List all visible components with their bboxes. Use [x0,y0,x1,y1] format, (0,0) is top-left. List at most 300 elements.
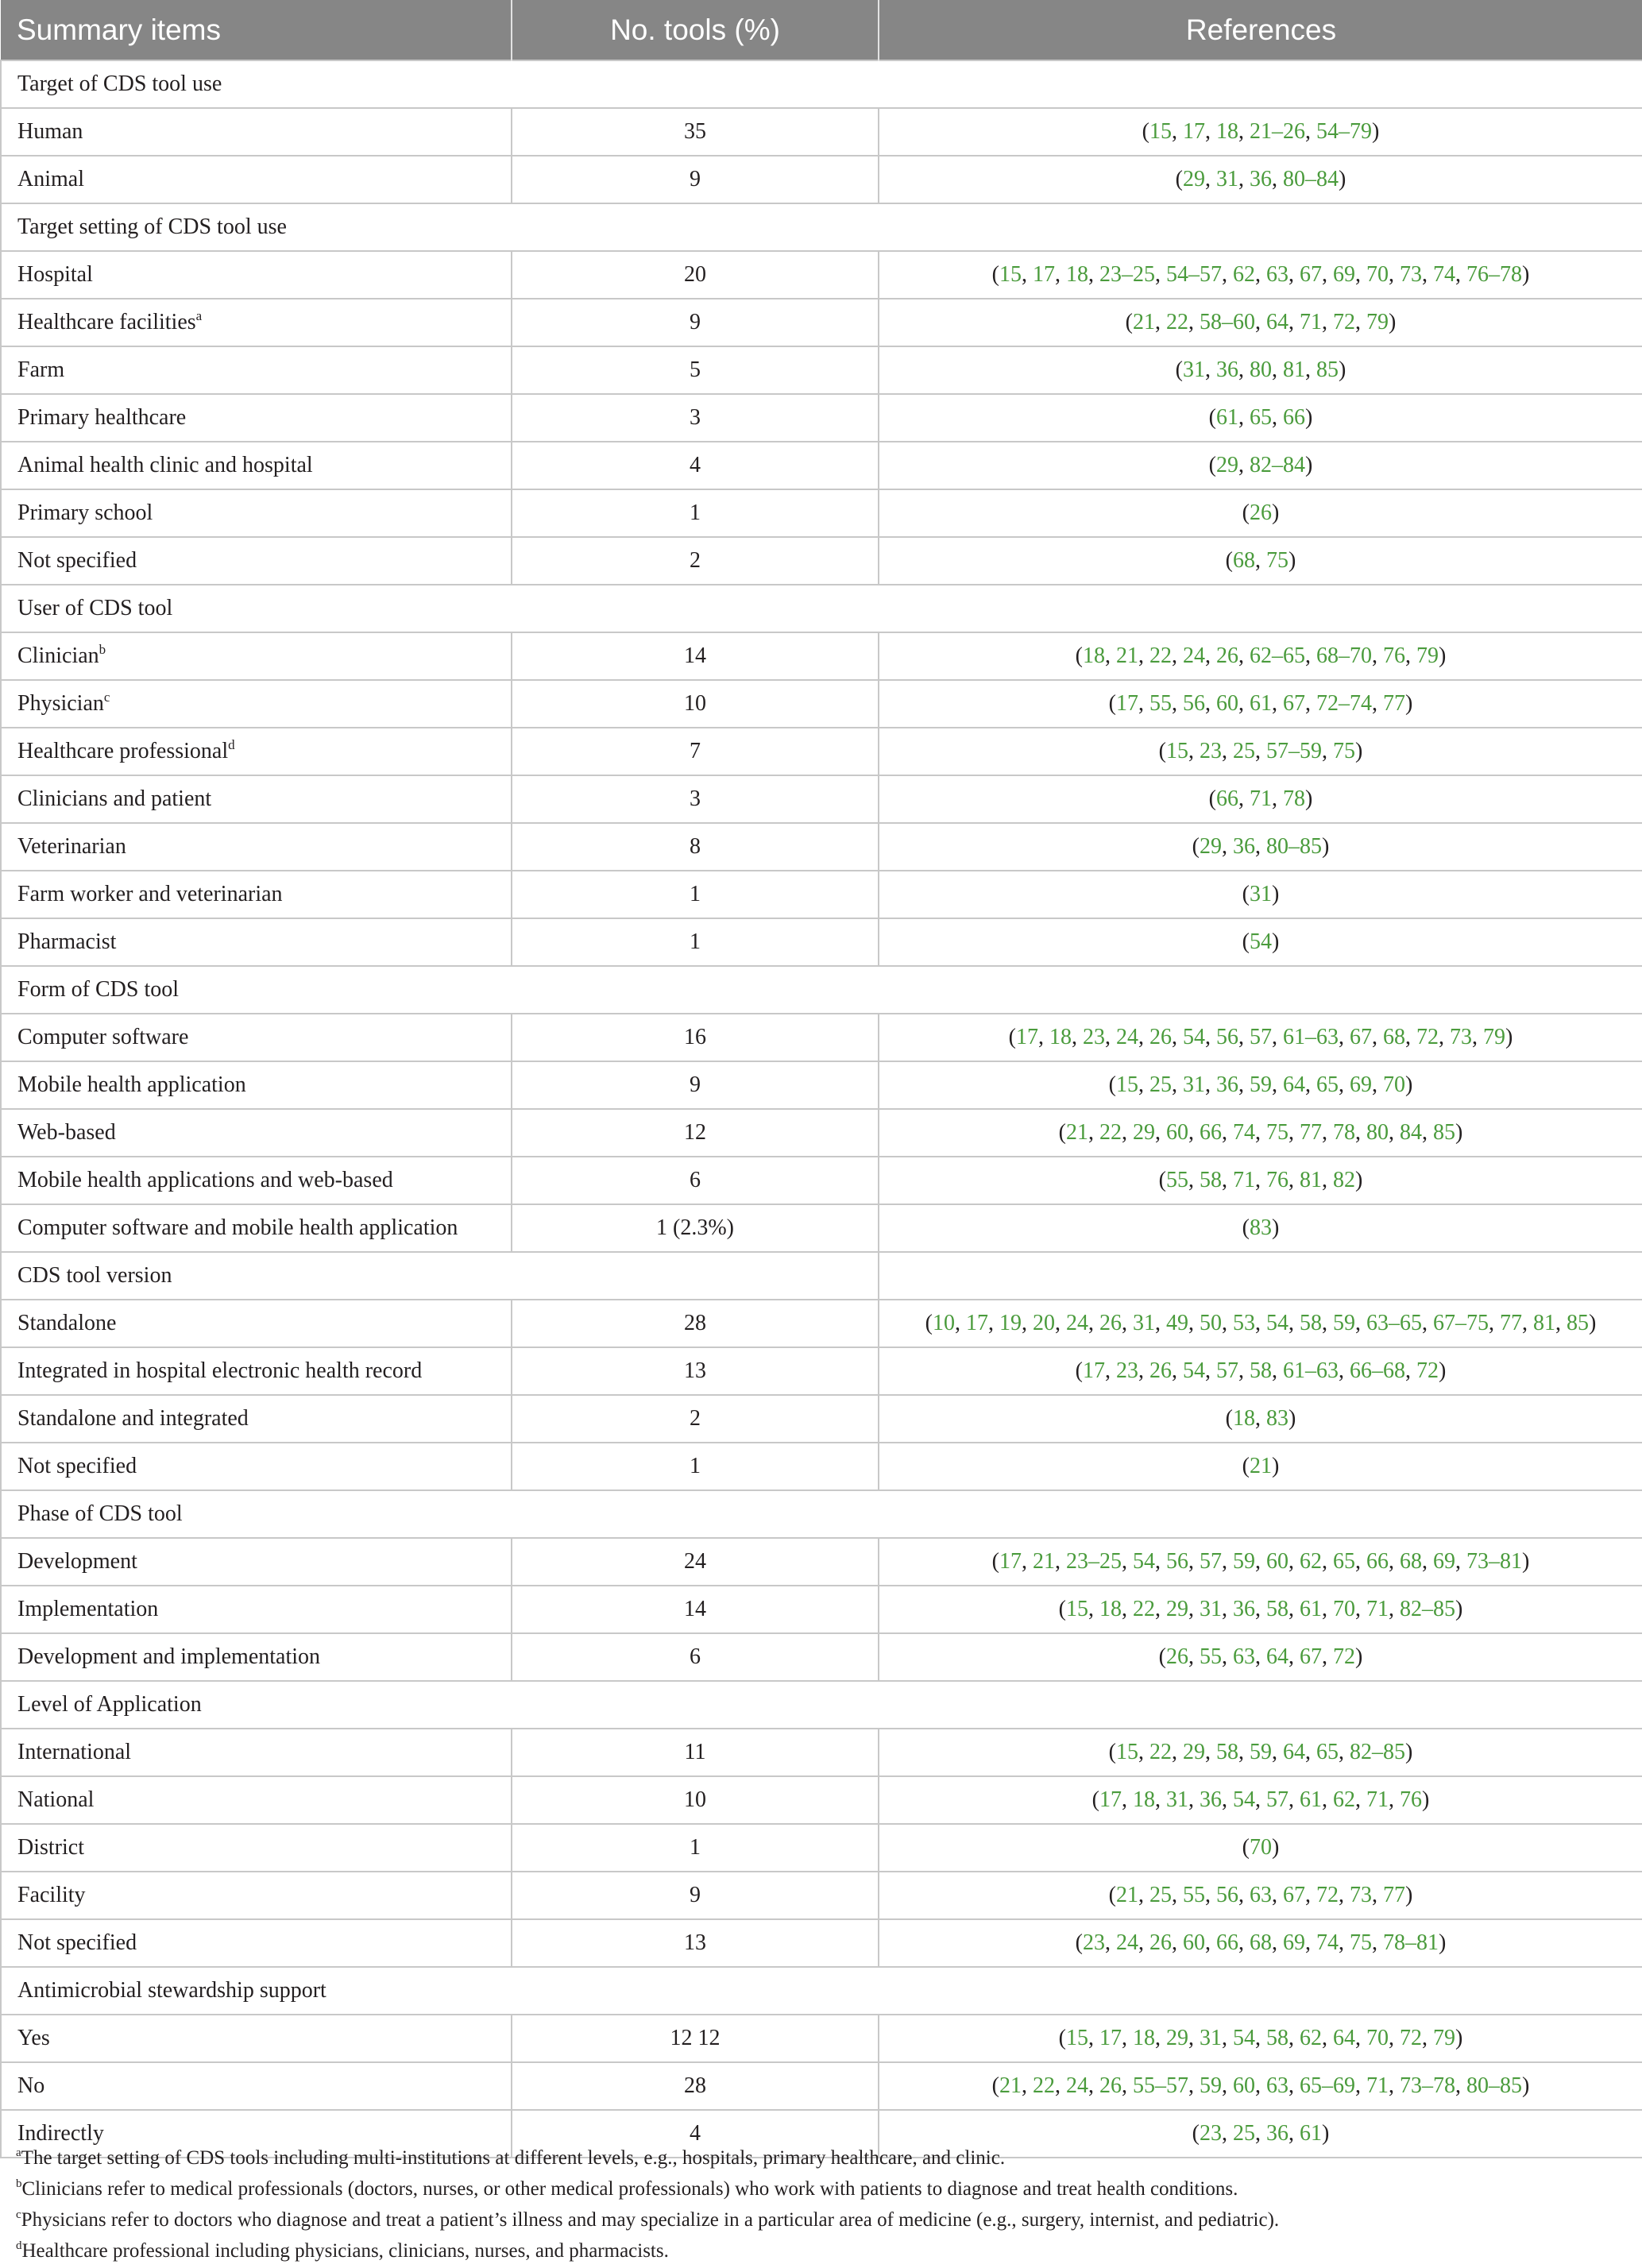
reference-link[interactable]: 31 [1216,167,1238,191]
reference-link[interactable]: 63 [1233,1644,1255,1669]
reference-link[interactable]: 78 [1283,786,1305,811]
reference-link[interactable]: 17 [1099,1787,1122,1812]
references-cell: (15, 23, 25, 57–59, 75) [879,728,1642,775]
reference-link[interactable]: 70 [1366,2026,1389,2050]
reference-link[interactable]: 79 [1433,2026,1455,2050]
reference-link[interactable]: 18 [1233,1406,1255,1431]
reference-link[interactable]: 72 [1416,1358,1439,1383]
reference-link[interactable]: 72 [1400,2026,1422,2050]
reference-link[interactable]: 75 [1333,739,1355,763]
table-row [1,1586,1642,1633]
reference-link[interactable]: 65 [1316,1740,1339,1764]
reference-link[interactable]: 57–59 [1266,739,1322,763]
reference-link[interactable]: 59 [1250,1740,1272,1764]
reference-link[interactable]: 21 [999,2073,1022,2098]
reference-link[interactable]: 62–65 [1250,643,1305,668]
reference-link[interactable]: 71 [1300,310,1322,334]
reference-link[interactable]: 82–84 [1250,453,1305,477]
reference-link[interactable]: 49 [1166,1311,1188,1335]
reference-link[interactable]: 55 [1149,691,1172,716]
reference-link[interactable]: 69 [1433,1549,1455,1574]
reference-link[interactable]: 83 [1250,1215,1272,1240]
reference-link[interactable]: 31 [1183,357,1205,382]
summary-item-cell [1,1586,512,1633]
reference-link[interactable]: 57 [1200,1549,1222,1574]
reference-link[interactable]: 63–65 [1366,1311,1422,1335]
reference-link[interactable]: 81 [1300,1168,1322,1192]
tool-count-cell: 9 [512,1872,879,1919]
reference-link[interactable]: 69 [1333,262,1355,287]
reference-link[interactable]: 68 [1400,1549,1422,1574]
table-row [1,1014,1642,1061]
reference-link[interactable]: 18 [1049,1025,1072,1049]
reference-link[interactable]: 67 [1300,262,1322,287]
table-body [1,60,1642,2158]
footnote-marker: d [16,2239,22,2252]
reference-link[interactable]: 25 [1233,739,1255,763]
reference-link[interactable]: 23 [1200,739,1222,763]
reference-link[interactable]: 17 [1116,691,1138,716]
reference-link[interactable]: 65 [1316,1072,1339,1097]
reference-link[interactable]: 66 [1216,1930,1238,1955]
reference-link[interactable]: 20 [1033,1311,1055,1335]
reference-link[interactable]: 81 [1533,1311,1555,1335]
tool-count-cell: 1 [512,1443,879,1490]
references-cell: (15, 17, 18, 29, 31, 54, 58, 62, 64, 70, 72, 79) [879,2015,1642,2062]
reference-link[interactable]: 26 [1149,1930,1172,1955]
section-row [1,60,1642,108]
references-cell: (26, 55, 63, 64, 67, 72) [879,1633,1642,1681]
reference-link[interactable]: 36 [1250,167,1272,191]
summary-item-cell [1,489,512,537]
reference-link[interactable]: 72 [1416,1025,1439,1049]
reference-link[interactable]: 64 [1333,2026,1355,2050]
reference-link[interactable]: 66–68 [1350,1358,1405,1383]
reference-link[interactable]: 59 [1333,1311,1355,1335]
reference-link[interactable]: 31 [1183,1072,1205,1097]
reference-link[interactable]: 18 [1083,643,1105,668]
reference-link[interactable]: 73 [1400,262,1422,287]
reference-link[interactable]: 15 [1116,1740,1138,1764]
tool-count-cell: 5 [512,346,879,394]
reference-link[interactable]: 67 [1283,691,1305,716]
reference-link[interactable]: 62 [1333,1787,1355,1812]
table-row [1,1538,1642,1586]
summary-item-cell [1,1872,512,1919]
references-cell: (66, 71, 78) [879,775,1642,823]
reference-link[interactable]: 65 [1250,405,1272,430]
section-empty-cell [512,1681,1642,1729]
reference-link[interactable]: 23 [1200,2121,1222,2146]
table-row [1,299,1642,346]
reference-link[interactable]: 70 [1333,1597,1355,1621]
reference-link[interactable]: 79 [1416,643,1439,668]
reference-link[interactable]: 85 [1567,1311,1589,1335]
reference-link[interactable]: 73 [1350,1883,1372,1907]
reference-link[interactable]: 26 [1149,1025,1172,1049]
reference-link[interactable]: 21 [1133,310,1155,334]
reference-link[interactable]: 17 [1016,1025,1038,1049]
header-row [1,0,1642,60]
section-label: Antimicrobial stewardship support [1,1967,512,2015]
summary-item-label: No [17,2073,45,2098]
footnote-text: Healthcare professional including physicians, clinicians, nurses, and pharmacists. [21,2240,669,2262]
reference-link[interactable]: 29 [1200,834,1222,859]
reference-link[interactable]: 65 [1333,1549,1355,1574]
summary-item-cell [1,1776,512,1824]
reference-link[interactable]: 82–85 [1400,1597,1455,1621]
reference-link[interactable]: 25 [1149,1883,1172,1907]
tool-count-cell: 1 [512,918,879,966]
reference-link[interactable]: 18 [1216,119,1238,144]
reference-link[interactable]: 24 [1183,643,1205,668]
reference-link[interactable]: 61 [1250,691,1272,716]
reference-link[interactable]: 68 [1250,1930,1272,1955]
table-row [1,728,1642,775]
reference-link[interactable]: 60 [1216,691,1238,716]
reference-link[interactable]: 61 [1300,1597,1322,1621]
reference-link[interactable]: 29 [1183,167,1205,191]
reference-link[interactable]: 26 [1099,2073,1122,2098]
reference-link[interactable]: 73–81 [1466,1549,1522,1574]
reference-link[interactable]: 71 [1233,1168,1255,1192]
summary-item-cell [1,1919,512,1967]
reference-link[interactable]: 85 [1433,1120,1455,1145]
reference-link[interactable]: 56 [1183,691,1205,716]
reference-link[interactable]: 70 [1366,262,1389,287]
reference-link[interactable]: 74 [1233,1120,1255,1145]
reference-link[interactable]: 68–70 [1316,643,1372,668]
reference-link[interactable]: 62 [1233,262,1255,287]
reference-link[interactable]: 65–69 [1300,2073,1355,2098]
reference-link[interactable]: 71 [1366,1787,1389,1812]
reference-link[interactable]: 55 [1183,1883,1205,1907]
summary-item-label: International [17,1740,132,1764]
reference-link[interactable]: 76 [1383,643,1405,668]
reference-link[interactable]: 77 [1300,1120,1322,1145]
reference-link[interactable]: 18 [1099,1597,1122,1621]
section-empty-cell [512,1252,879,1300]
reference-link[interactable]: 23 [1083,1930,1105,1955]
summary-item-cell [1,1157,512,1204]
reference-link[interactable]: 18 [1066,262,1088,287]
footnote-item [16,2142,1279,2173]
table-row [1,1109,1642,1157]
reference-link[interactable]: 31 [1200,1597,1222,1621]
reference-link[interactable]: 69 [1283,1930,1305,1955]
reference-link[interactable]: 21–26 [1250,119,1305,144]
table-row [1,1443,1642,1490]
reference-link[interactable]: 23–25 [1066,1549,1122,1574]
reference-link[interactable]: 84 [1400,1120,1422,1145]
reference-link[interactable]: 36 [1266,2121,1288,2146]
reference-link[interactable]: 69 [1350,1072,1372,1097]
reference-link[interactable]: 67 [1283,1883,1305,1907]
reference-link[interactable]: 21 [1250,1454,1272,1478]
reference-link[interactable]: 80–84 [1283,167,1339,191]
reference-link[interactable]: 17 [1099,2026,1122,2050]
reference-link[interactable]: 66 [1283,405,1305,430]
reference-link[interactable]: 72 [1333,1644,1355,1669]
summary-item-cell [1,1538,512,1586]
reference-link[interactable]: 10 [933,1311,955,1335]
reference-link[interactable]: 22 [1149,1740,1172,1764]
reference-link[interactable]: 59 [1233,1549,1255,1574]
reference-link[interactable]: 61 [1216,405,1238,430]
reference-link[interactable]: 21 [1033,1549,1055,1574]
reference-link[interactable]: 26 [1099,1311,1122,1335]
reference-link[interactable]: 80–85 [1266,834,1322,859]
reference-link[interactable]: 26 [1250,500,1272,525]
reference-link[interactable]: 29 [1216,453,1238,477]
references-cell: (15, 22, 29, 58, 59, 64, 65, 82–85) [879,1729,1642,1776]
reference-link[interactable]: 36 [1216,357,1238,382]
reference-link[interactable]: 64 [1283,1072,1305,1097]
reference-link[interactable]: 54 [1250,929,1272,954]
tool-count-cell: 1 [512,489,879,537]
reference-link[interactable]: 64 [1266,1644,1288,1669]
reference-link[interactable]: 22 [1133,1597,1155,1621]
reference-link[interactable]: 80–85 [1466,2073,1522,2098]
reference-link[interactable]: 85 [1316,357,1339,382]
reference-link[interactable]: 21 [1066,1120,1088,1145]
reference-link[interactable]: 59 [1200,2073,1222,2098]
reference-link[interactable]: 76 [1400,1787,1422,1812]
reference-link[interactable]: 70 [1250,1835,1272,1860]
reference-link[interactable]: 61–63 [1283,1025,1339,1049]
reference-link[interactable]: 31 [1200,2026,1222,2050]
reference-link[interactable]: 74 [1316,1930,1339,1955]
reference-link[interactable]: 76 [1266,1168,1288,1192]
reference-link[interactable]: 22 [1149,643,1172,668]
reference-link[interactable]: 29 [1183,1740,1205,1764]
reference-link[interactable]: 60 [1233,2073,1255,2098]
tool-count-cell: 6 [512,1633,879,1681]
summary-item-cell [1,1395,512,1443]
reference-link[interactable]: 79 [1366,310,1389,334]
reference-link[interactable]: 83 [1266,1406,1288,1431]
reference-link[interactable]: 22 [1033,2073,1055,2098]
reference-link[interactable]: 15 [1149,119,1172,144]
table-row [1,442,1642,489]
reference-link[interactable]: 82–85 [1350,1740,1405,1764]
reference-link[interactable]: 63 [1266,2073,1288,2098]
tool-count-cell: 3 [512,394,879,442]
summary-item-label: Mobile health application [17,1072,246,1097]
reference-link[interactable]: 80 [1250,357,1272,382]
reference-link[interactable]: 66 [1200,1120,1222,1145]
reference-link[interactable]: 53 [1233,1311,1255,1335]
summary-item-cell [1,108,512,156]
reference-link[interactable]: 29 [1166,1597,1188,1621]
reference-link[interactable]: 24 [1066,2073,1088,2098]
reference-link[interactable]: 59 [1250,1072,1272,1097]
reference-link[interactable]: 82 [1333,1168,1355,1192]
reference-link[interactable]: 62 [1300,1549,1322,1574]
reference-link[interactable]: 75 [1350,1930,1372,1955]
reference-link[interactable]: 63 [1250,1883,1272,1907]
reference-link[interactable]: 66 [1216,786,1238,811]
reference-link[interactable]: 81 [1283,357,1305,382]
reference-link[interactable]: 75 [1266,1120,1288,1145]
reference-link[interactable]: 36 [1216,1072,1238,1097]
references-cell: (29, 36, 80–85) [879,823,1642,871]
reference-link[interactable]: 15 [1066,2026,1088,2050]
reference-link[interactable]: 23–25 [1099,262,1155,287]
reference-link[interactable]: 60 [1266,1549,1288,1574]
reference-link[interactable]: 71 [1366,1597,1389,1621]
reference-link[interactable]: 24 [1116,1025,1138,1049]
reference-link[interactable]: 31 [1250,882,1272,906]
reference-link[interactable]: 31 [1166,1787,1188,1812]
reference-link[interactable]: 55–57 [1133,2073,1188,2098]
reference-link[interactable]: 58 [1300,1311,1322,1335]
reference-link[interactable]: 21 [1116,1883,1138,1907]
reference-link[interactable]: 73 [1450,1025,1472,1049]
reference-link[interactable]: 61–63 [1283,1358,1339,1383]
reference-link[interactable]: 31 [1133,1311,1155,1335]
reference-link[interactable]: 36 [1200,1787,1222,1812]
reference-link[interactable]: 60 [1166,1120,1188,1145]
reference-link[interactable]: 72 [1333,310,1355,334]
reference-link[interactable]: 22 [1166,310,1188,334]
reference-link[interactable]: 36 [1233,1597,1255,1621]
summary-item-cell [1,2062,512,2110]
reference-link[interactable]: 56 [1216,1025,1238,1049]
table-row [1,1300,1642,1347]
reference-link[interactable]: 36 [1233,834,1255,859]
tool-count-cell: 10 [512,680,879,728]
summary-item-cell [1,251,512,299]
reference-link[interactable]: 55 [1200,1644,1222,1669]
tool-count-cell: 9 [512,1061,879,1109]
reference-link[interactable]: 76–78 [1466,262,1522,287]
reference-link[interactable]: 57 [1266,1787,1288,1812]
reference-link[interactable]: 58 [1216,1740,1238,1764]
reference-link[interactable]: 71 [1366,2073,1389,2098]
reference-link[interactable]: 67–75 [1433,1311,1489,1335]
reference-link[interactable]: 23 [1083,1025,1105,1049]
reference-link[interactable]: 54 [1183,1025,1205,1049]
reference-link[interactable]: 19 [999,1311,1022,1335]
reference-link[interactable]: 78 [1333,1120,1355,1145]
reference-link[interactable]: 77 [1500,1311,1522,1335]
summary-item-cell [1,728,512,775]
reference-link[interactable]: 58 [1200,1168,1222,1192]
reference-link[interactable]: 15 [1116,1072,1138,1097]
reference-link[interactable]: 58 [1266,2026,1288,2050]
summary-item-cell [1,918,512,966]
reference-link[interactable]: 62 [1300,2026,1322,2050]
reference-link[interactable]: 17 [1033,262,1055,287]
reference-link[interactable]: 15 [999,262,1022,287]
reference-link[interactable]: 70 [1383,1072,1405,1097]
reference-link[interactable]: 50 [1200,1311,1222,1335]
reference-link[interactable]: 77 [1383,691,1405,716]
reference-link[interactable]: 73–78 [1400,2073,1455,2098]
reference-link[interactable]: 71 [1250,786,1272,811]
reference-link[interactable]: 24 [1066,1311,1088,1335]
reference-link[interactable]: 56 [1166,1549,1188,1574]
reference-link[interactable]: 17 [1083,1358,1105,1383]
summary-item-cell [1,2015,512,2062]
reference-link[interactable]: 68 [1233,548,1255,573]
reference-link[interactable]: 67 [1350,1025,1372,1049]
reference-link[interactable]: 68 [1383,1025,1405,1049]
reference-link[interactable]: 29 [1166,2026,1188,2050]
reference-link[interactable]: 60 [1183,1930,1205,1955]
reference-link[interactable]: 58 [1250,1358,1272,1383]
references-cell: (15, 25, 31, 36, 59, 64, 65, 69, 70) [879,1061,1642,1109]
reference-link[interactable]: 55 [1166,1168,1188,1192]
reference-link[interactable]: 21 [1116,643,1138,668]
reference-link[interactable]: 66 [1366,1549,1389,1574]
reference-link[interactable]: 61 [1300,1787,1322,1812]
reference-link[interactable]: 72–74 [1316,691,1372,716]
reference-link[interactable]: 58–60 [1200,310,1255,334]
reference-link[interactable]: 17 [1183,119,1205,144]
reference-link[interactable]: 72 [1316,1883,1339,1907]
reference-link[interactable]: 61 [1300,2121,1322,2146]
tool-count-cell: 1 [512,1824,879,1872]
reference-link[interactable]: 23 [1116,1358,1138,1383]
summary-item-cell [1,823,512,871]
reference-link[interactable]: 18 [1133,1787,1155,1812]
reference-link[interactable]: 75 [1266,548,1288,573]
reference-link[interactable]: 56 [1216,1883,1238,1907]
reference-link[interactable]: 25 [1233,2121,1255,2146]
reference-link[interactable]: 64 [1283,1740,1305,1764]
summary-item-label: Animal [17,167,84,191]
reference-link[interactable]: 15 [1066,1597,1088,1621]
reference-link[interactable]: 54 [1233,2026,1255,2050]
reference-link[interactable]: 74 [1433,262,1455,287]
reference-link[interactable]: 63 [1266,262,1288,287]
reference-link[interactable]: 54 [1183,1358,1205,1383]
section-row [1,203,1642,251]
reference-link[interactable]: 54 [1266,1311,1288,1335]
reference-link[interactable]: 57 [1216,1358,1238,1383]
table-row [1,394,1642,442]
reference-link[interactable]: 26 [1216,643,1238,668]
reference-link[interactable]: 54 [1133,1549,1155,1574]
reference-link[interactable]: 80 [1366,1120,1389,1145]
reference-link[interactable]: 17 [966,1311,988,1335]
reference-link[interactable]: 58 [1266,1597,1288,1621]
reference-link[interactable]: 26 [1149,1358,1172,1383]
footnote-marker: c [103,690,110,705]
reference-link[interactable]: 17 [999,1549,1022,1574]
tool-count-cell: 2 [512,537,879,585]
reference-link[interactable]: 64 [1266,310,1288,334]
reference-link[interactable]: 54 [1233,1787,1255,1812]
reference-link[interactable]: 15 [1166,739,1188,763]
reference-link[interactable]: 24 [1116,1930,1138,1955]
reference-link[interactable]: 57 [1250,1025,1272,1049]
reference-link[interactable]: 25 [1149,1072,1172,1097]
reference-link[interactable]: 78–81 [1383,1930,1439,1955]
reference-link[interactable]: 54–57 [1166,262,1222,287]
reference-link[interactable]: 18 [1133,2026,1155,2050]
reference-link[interactable]: 67 [1300,1644,1322,1669]
reference-link[interactable]: 54–79 [1316,119,1372,144]
table-row [1,871,1642,918]
reference-link[interactable]: 77 [1383,1883,1405,1907]
reference-link[interactable]: 22 [1099,1120,1122,1145]
reference-link[interactable]: 26 [1166,1644,1188,1669]
reference-link[interactable]: 29 [1133,1120,1155,1145]
reference-link[interactable]: 79 [1483,1025,1505,1049]
